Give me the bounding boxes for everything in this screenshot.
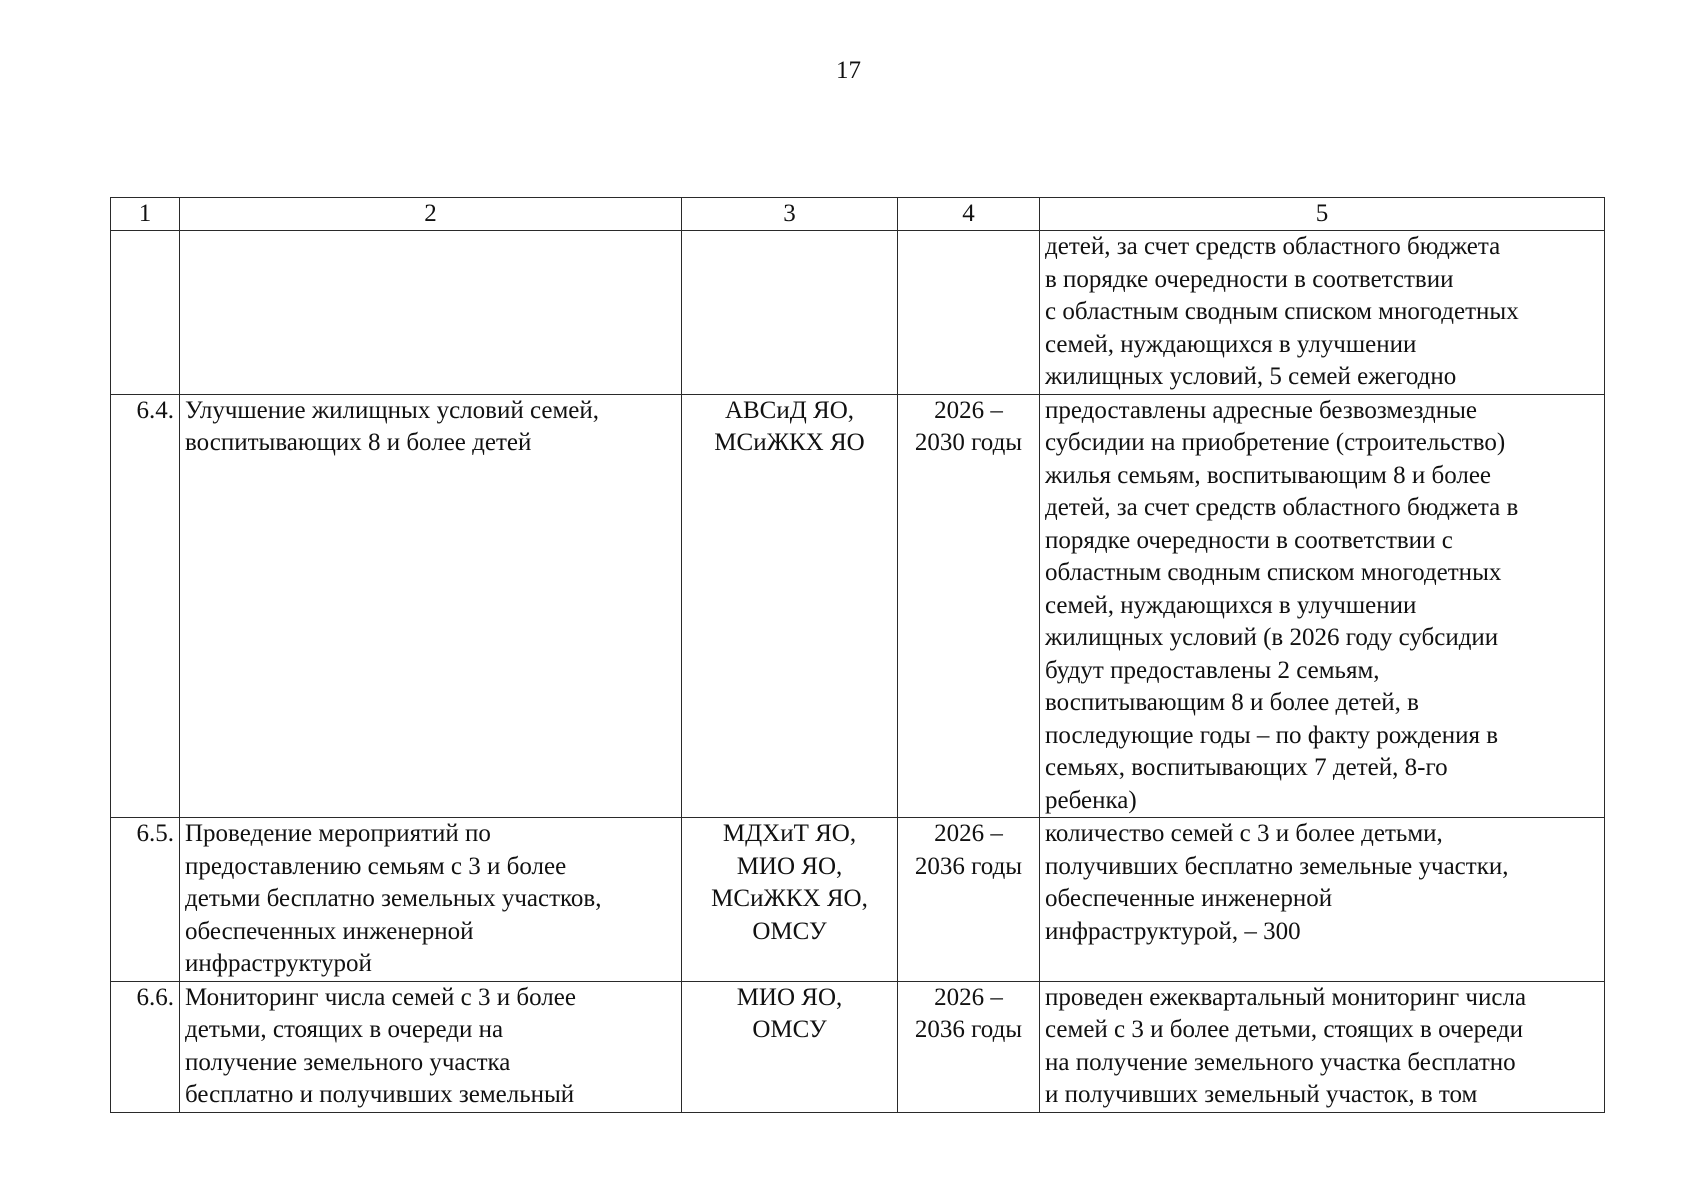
- responsible-cell: [682, 394, 898, 818]
- responsible-cell: [682, 981, 898, 1112]
- result-line: будут предоставлены 2 семьям,: [1045, 656, 1380, 684]
- responsible-cell: [682, 231, 898, 395]
- result-line: обеспеченные инженерной: [1045, 885, 1333, 912]
- name-line: обеспеченных инженерной: [185, 917, 474, 945]
- measures-table: [110, 197, 1605, 1113]
- responsible-line: МДХиТ ЯО,: [722, 820, 857, 847]
- result-line: количество семей с 3 и более детьми,: [1045, 820, 1443, 847]
- result-line: проведен ежеквартальный мониторинг числа: [1045, 983, 1527, 1011]
- period-cell: [898, 231, 1040, 395]
- responsible-line: АВСиД ЯО,: [724, 396, 855, 424]
- row-number-cell: [111, 231, 180, 395]
- measure-name-cell: [180, 818, 682, 982]
- header-cell-3: 3: [682, 198, 898, 231]
- measure-name-cell: [180, 231, 682, 395]
- period-cell: [898, 981, 1040, 1112]
- result-line: областным сводным списком многодетных: [1045, 559, 1502, 586]
- result-line: инфраструктурой, – 300: [1045, 917, 1301, 945]
- period-line: 2030 годы: [914, 429, 1023, 456]
- measure-name-cell: [180, 394, 682, 818]
- table-header-row: [111, 198, 1605, 231]
- period-line: 2036 годы: [914, 852, 1023, 880]
- page-number: 17: [836, 57, 861, 84]
- table-row: [111, 231, 1605, 395]
- name-line: получение земельного участка: [185, 1048, 511, 1076]
- period-line: 2026 –: [934, 396, 1003, 424]
- row-number-cell: 6.4.: [111, 394, 180, 818]
- period-cell: [898, 394, 1040, 818]
- name-line: предоставлению семьям с 3 и более: [185, 852, 567, 880]
- result-line: с областным сводным списком многодетных: [1045, 298, 1519, 325]
- expected-result-cell: [1040, 231, 1605, 395]
- expected-result-cell: [1040, 818, 1605, 982]
- name-line: детьми бесплатно земельных участков,: [185, 885, 602, 912]
- responsible-line: МИО ЯО,: [736, 983, 843, 1011]
- expected-result-cell: [1040, 394, 1605, 818]
- result-line: детей, за счет средств областного бюджета: [1045, 233, 1501, 260]
- result-line: субсидии на приобретение (строительство): [1045, 429, 1506, 456]
- name-line: Проведение мероприятий по: [185, 820, 491, 847]
- name-line: бесплатно и получивших земельный: [185, 1081, 575, 1108]
- responsible-line: ОМСУ: [752, 917, 827, 945]
- result-line: семей, нуждающихся в улучшении: [1045, 591, 1417, 619]
- result-line: детей, за счет средств областного бюджета в: [1045, 494, 1519, 521]
- table-row: [111, 394, 1605, 818]
- measure-name-cell: [180, 981, 682, 1112]
- table-row: [111, 818, 1605, 982]
- result-line: семей с 3 и более детьми, стоящих в очереди: [1045, 1016, 1523, 1043]
- name-line: воспитывающих 8 и более детей: [185, 429, 532, 456]
- result-line: предоставлены адресные безвозмездные: [1045, 396, 1477, 424]
- result-line: семьях, воспитывающих 7 детей, 8-го: [1045, 754, 1448, 781]
- header-cell-4: 4: [898, 198, 1040, 231]
- responsible-line: МСиЖКХ ЯО,: [711, 885, 868, 912]
- name-line: Мониторинг числа семей с 3 и более: [185, 983, 576, 1011]
- table-row: [111, 981, 1605, 1112]
- period-line: 2026 –: [934, 983, 1003, 1011]
- responsible-cell: [682, 818, 898, 982]
- expected-result-cell: [1040, 981, 1605, 1112]
- header-cell-2: 2: [180, 198, 682, 231]
- result-line: в порядке очередности в соответствии: [1045, 265, 1454, 293]
- result-line: и получивших земельный участок, в том: [1045, 1081, 1478, 1108]
- result-line: ребенка): [1045, 786, 1137, 814]
- period-line: 2036 годы: [914, 1016, 1023, 1043]
- row-number-cell: 6.5.: [111, 818, 180, 982]
- result-line: воспитывающим 8 и более детей, в: [1045, 689, 1419, 716]
- name-line: инфраструктурой: [185, 950, 372, 977]
- row-number-cell: 6.6.: [111, 981, 180, 1112]
- name-line: Улучшение жилищных условий семей,: [185, 396, 599, 424]
- result-line: семей, нуждающихся в улучшении: [1045, 330, 1417, 358]
- result-line: жилищных условий, 5 семей ежегодно: [1045, 363, 1457, 390]
- period-line: 2026 –: [934, 820, 1003, 847]
- result-line: жилья семьям, воспитывающим 8 и более: [1045, 461, 1492, 489]
- responsible-line: МИО ЯО,: [736, 852, 843, 880]
- result-line: получивших бесплатно земельные участки,: [1045, 852, 1509, 880]
- result-line: порядке очередности в соответствии с: [1045, 526, 1453, 554]
- responsible-line: ОМСУ: [752, 1016, 827, 1043]
- period-cell: [898, 818, 1040, 982]
- result-line: последующие годы – по факту рождения в: [1045, 721, 1499, 749]
- header-cell-1: 1: [111, 198, 180, 231]
- responsible-line: МСиЖКХ ЯО: [714, 429, 865, 456]
- name-line: детьми, стоящих в очереди на: [185, 1016, 504, 1043]
- header-cell-5: 5: [1040, 198, 1605, 231]
- result-line: на получение земельного участка бесплатно: [1045, 1048, 1516, 1076]
- result-line: жилищных условий (в 2026 году субсидии: [1045, 624, 1499, 651]
